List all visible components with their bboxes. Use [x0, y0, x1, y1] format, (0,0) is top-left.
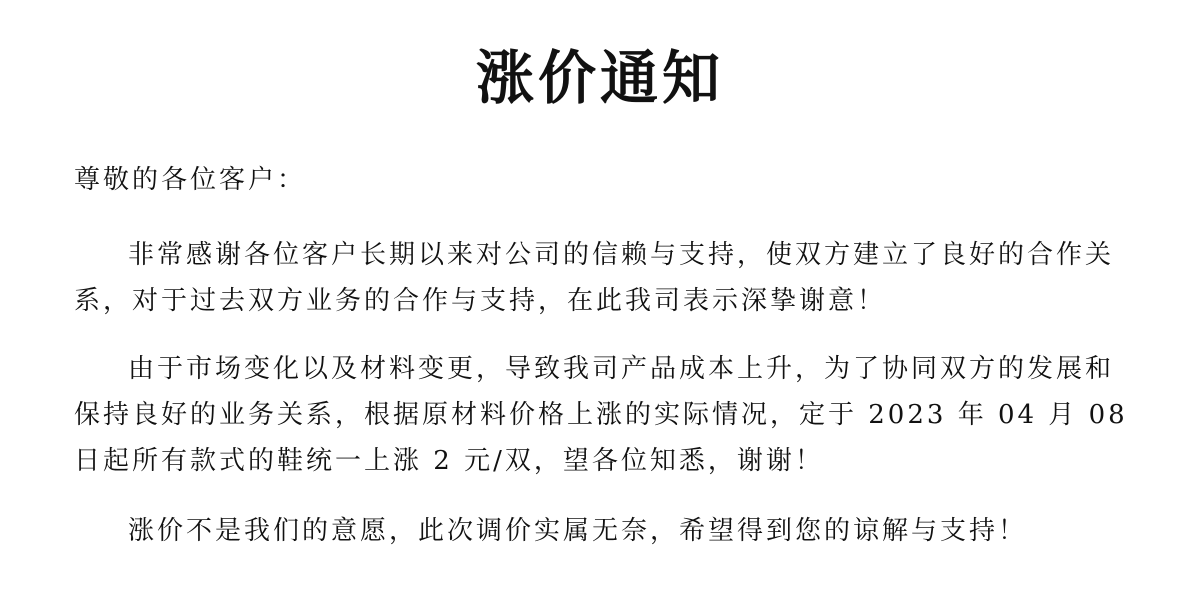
notice-title: 涨价通知 — [475, 44, 724, 112]
paragraph-apology: 涨价不是我们的意愿，此次调价实属无奈，希望得到您的谅解与支持！ — [128, 516, 1028, 546]
salutation: 尊敬的各位客户： — [74, 165, 307, 195]
paragraph-price-change: 由于市场变化以及材料变更，导致我司产品成本上升，为了协同双方的发展和保持良好的业务关系，根据原材料价格上涨的实际情况，定于 2023 年 04 月 08 日起所有款式的鞋统一上涨 2 元/双，望各位知悉，谢谢！ — [74, 354, 1128, 476]
paragraph-gratitude: 非常感谢各位客户长期以来对公司的信赖与支持，使双方建立了良好的合作关系，对于过去双方业务的合作与支持，在此我司表示深挚谢意！ — [74, 240, 1115, 316]
